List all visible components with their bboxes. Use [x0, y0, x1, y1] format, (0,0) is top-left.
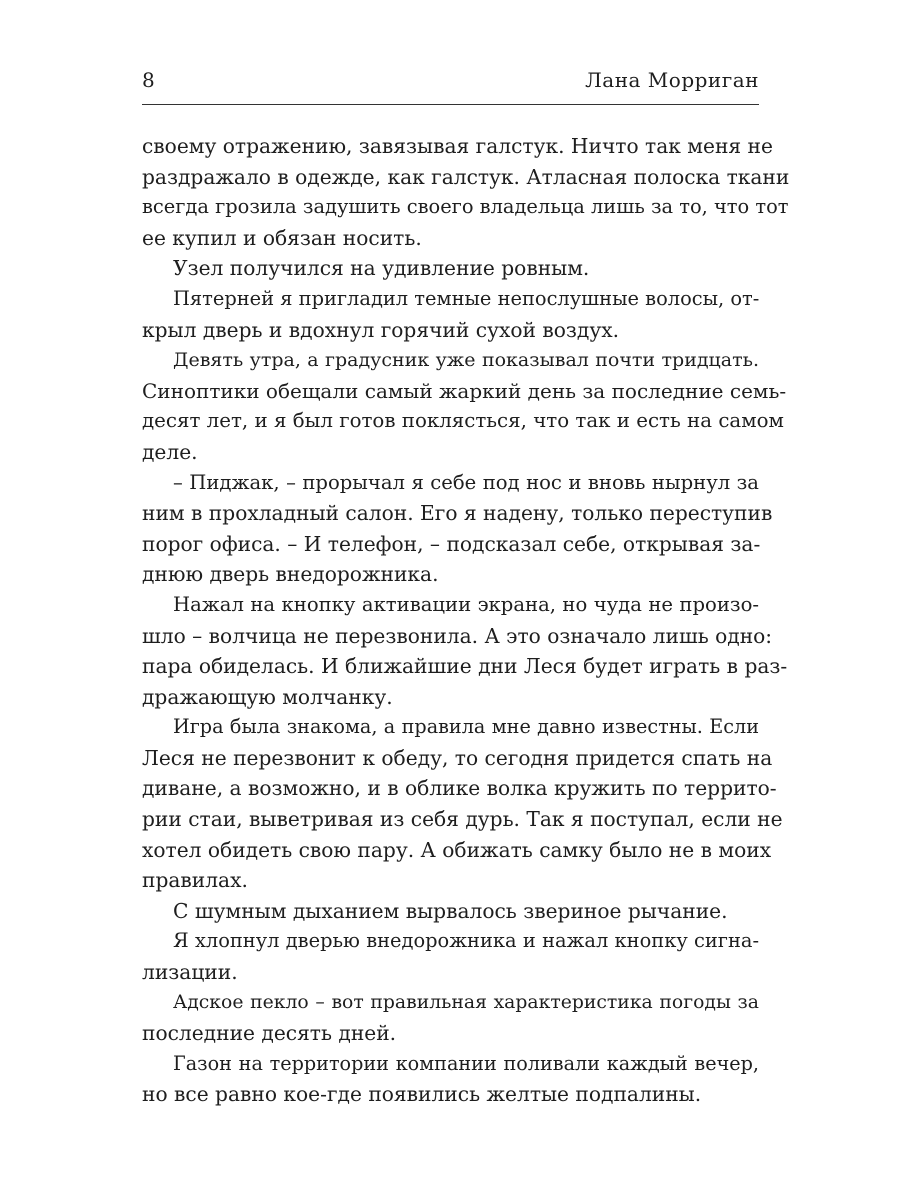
- text-line: Девять утра, а градусник уже показывал почти тридцать.: [173, 349, 759, 372]
- text-line: дражающую молчанку.: [142, 684, 393, 709]
- text-line: Адское пекло – вот правильная характеристика погоды за: [173, 991, 759, 1013]
- author-running-head: Лана Морриган: [585, 68, 759, 92]
- text-line: Нажал на кнопку активации экрана, но чуда не произо-: [173, 592, 759, 616]
- text-line: крыл дверь и вдохнул горячий сухой воздух.: [142, 317, 619, 342]
- running-header: [142, 68, 759, 100]
- text-line: лизации.: [142, 960, 238, 985]
- text-line: но все равно кое-где появились желтые подпалины.: [142, 1082, 702, 1107]
- body-text: [142, 131, 790, 1110]
- header-rule: [142, 104, 759, 105]
- text-line: деле.: [142, 439, 198, 464]
- text-line: рии стаи, выветривая из себя дурь. Так я поступал, если не: [142, 807, 783, 832]
- text-line: шло – волчица не перезвонила. А это означало лишь одно:: [142, 623, 773, 648]
- text-line: своему отражению, завязывая галстук. Ничто так меня не: [142, 134, 773, 158]
- text-line: Я хлопнул дверью внедорожника и нажал кнопку сигна-: [173, 929, 759, 953]
- text-line: – Пиджак, – прорычал я себе под нос и вновь нырнул за: [173, 470, 759, 494]
- page-number: 8: [142, 68, 155, 92]
- text-line: Газон на территории компании поливали каждый вечер,: [173, 1051, 759, 1075]
- text-line: десят лет, и я был готов поклясться, что так и есть на самом: [142, 409, 784, 433]
- text-line: С шумным дыханием вырвалось звериное рычание.: [173, 898, 728, 923]
- text-line: днюю дверь внедорожника.: [142, 562, 439, 587]
- text-line: Синоптики обещали самый жаркий день за последние семь-: [142, 378, 787, 403]
- text-line: Узел получился на удивление ровным.: [173, 256, 590, 281]
- text-line: всегда грозила задушить своего владельца лишь за то, что тот: [142, 195, 789, 219]
- text-line: порог офиса. – И телефон, – подсказал себе, открывая за-: [142, 531, 761, 556]
- text-line: диване, а возможно, и в облике волка кружить по террито-: [142, 776, 777, 801]
- text-line: ее купил и обязан носить.: [142, 225, 422, 250]
- text-line: Леся не перезвонит к обеду, то сегодня придется спать на: [142, 745, 773, 770]
- text-line: Пятерней я пригладил темные непослушные волосы, от-: [173, 286, 760, 310]
- text-line: Игра была знакома, а правила мне давно известны. Если: [173, 715, 759, 739]
- text-line: последние десять дней.: [142, 1021, 397, 1046]
- text-line: пара обиделась. И ближайшие дни Леся будет играть в раз-: [142, 654, 788, 679]
- text-line: правилах.: [142, 868, 248, 893]
- text-line: ним в прохладный салон. Его я надену, только переступив: [142, 501, 773, 526]
- text-line: раздражало в одежде, как галстук. Атласная полоска ткани: [142, 164, 790, 189]
- text-line: хотел обидеть свою пару. А обижать самку было не в моих: [142, 837, 772, 862]
